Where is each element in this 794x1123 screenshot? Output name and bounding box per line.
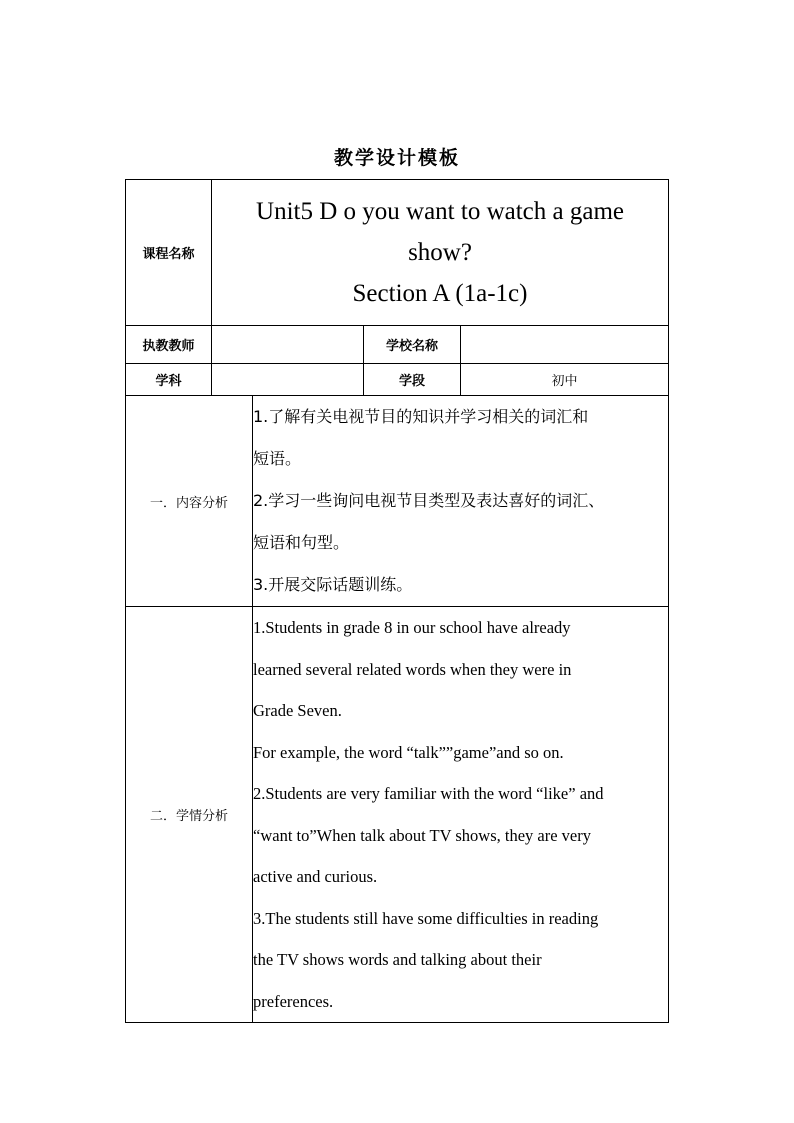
content-line: 1.了解有关电视节目的知识并学习相关的词汇和 bbox=[253, 407, 589, 426]
teacher-school-row bbox=[126, 326, 669, 364]
student-line: For example, the word “talk””game”and so on. bbox=[253, 742, 564, 762]
course-name-line-1: Unit5 D o you want to watch a game bbox=[256, 198, 624, 225]
teacher-label: 执教教师 bbox=[126, 326, 212, 364]
school-value bbox=[461, 326, 669, 364]
student-line: preferences. bbox=[253, 991, 334, 1011]
page-title: 教学设计模板 bbox=[333, 147, 460, 169]
student-line: 3.The students still have some difficulties in reading bbox=[253, 908, 599, 928]
content-line: 3.开展交际话题训练。 bbox=[253, 575, 413, 594]
teacher-value bbox=[212, 326, 364, 364]
content-analysis-label: 一．内容分析 bbox=[126, 396, 253, 607]
stage-value: 初中 bbox=[461, 364, 669, 396]
student-analysis-label: 二．学情分析 bbox=[126, 607, 253, 1023]
content-analysis-text bbox=[253, 396, 669, 607]
stage-label: 学段 bbox=[364, 364, 461, 396]
course-name-value bbox=[212, 180, 669, 326]
student-line: learned several related words when they were in bbox=[253, 659, 572, 679]
lesson-design-table bbox=[125, 179, 669, 1023]
course-name-line-3: Section A (1a-1c) bbox=[352, 280, 528, 307]
content-analysis-row bbox=[126, 396, 669, 607]
student-line: 2.Students are very familiar with the word “like” and bbox=[253, 784, 604, 803]
student-line: 1.Students in grade 8 in our school have already bbox=[253, 618, 571, 637]
subject-stage-row bbox=[126, 364, 669, 396]
student-analysis-row bbox=[126, 607, 669, 1023]
content-line: 2.学习一些询问电视节目类型及表达喜好的词汇、 bbox=[253, 491, 605, 510]
content-line: 短语。 bbox=[253, 449, 302, 468]
student-line: “want to”When talk about TV shows, they are very bbox=[253, 825, 592, 845]
student-analysis-text bbox=[253, 607, 669, 1023]
course-name-label: 课程名称 bbox=[126, 180, 212, 326]
student-line: Grade Seven. bbox=[253, 701, 342, 720]
school-label: 学校名称 bbox=[364, 326, 461, 364]
course-name-line-2: show? bbox=[408, 239, 472, 266]
course-row bbox=[126, 180, 669, 326]
subject-label: 学科 bbox=[126, 364, 212, 396]
student-line: the TV shows words and talking about their bbox=[253, 950, 542, 969]
subject-value bbox=[212, 364, 364, 396]
student-line: active and curious. bbox=[253, 867, 378, 886]
content-line: 短语和句型。 bbox=[253, 533, 350, 552]
